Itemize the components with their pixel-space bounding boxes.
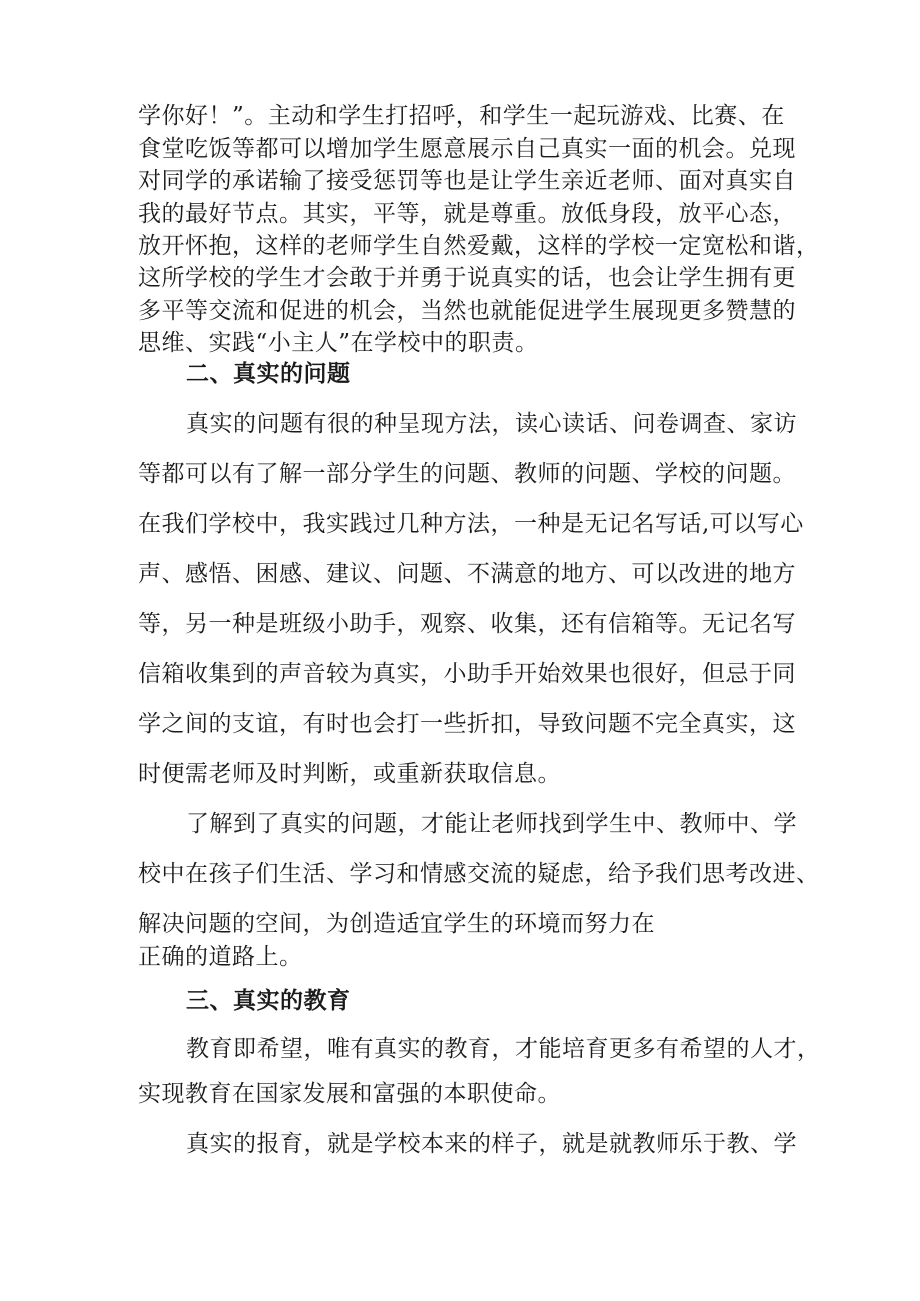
text-line: 正确的道路上。 [138,944,303,970]
text-line: 学你好！”。主动和学生打招呼，和学生一起玩游戏、比赛、在 [138,103,785,129]
text-line: 时便需老师及时判断，或重新获取信息。 [138,761,561,787]
text-line: 放开怀抱，这样的老师学生自然爱戴，这样的学校一定宽松和谐， [138,233,820,259]
text-line: 实现教育在国家发展和富强的本职使命。 [138,1081,561,1107]
text-line: 教育即希望，唯有真实的教育，才能培育更多有希望的人才， [186,1036,821,1062]
section-heading-education: 三、真实的教育 [186,988,351,1014]
text-line: 声、感悟、困感、建议、问题、不满意的地方、可以改进的地方 [138,561,796,587]
text-line: 对同学的承诺输了接受惩罚等也是让学生亲近老师、面对真实自 [138,168,796,194]
text-line: 思维、实践“小主人”在学校中的职责。 [138,330,539,356]
text-line: 食堂吃饭等都可以增加学生愿意展示自己真实一面的机会。兑现 [138,136,796,162]
section-heading-problems: 二、真实的问题 [186,361,351,387]
text-line: 解决问题的空间，为创造适宜学生的环境而努力在 [138,911,655,937]
text-line: 信箱收集到的声音较为真实，小助手开始效果也很好，但忌于同 [138,661,796,687]
text-line: 真实的问题有很的种呈现方法，读心读话、问卷调查、家访 [186,411,797,437]
text-line: 这所学校的学生才会敢于并勇于说真实的话，也会让学生拥有更 [138,265,796,291]
text-line: 等，另一种是班级小助手，观察、收集，还有信箱等。无记名写 [138,611,796,637]
text-line: 多平等交流和促进的机会，当然也就能促进学生展现更多赞慧的 [138,298,796,324]
text-line: 在我们学校中，我实践过几种方法，一种是无记名写话,可以写心 [138,511,804,537]
text-line: 校中在孩子们生活、学习和情感交流的疑虑，给予我们思考改进、 [138,861,820,887]
text-line: 我的最好节点。其实，平等，就是尊重。放低身段，放平心态， [138,201,796,227]
text-line: 了解到了真实的问题，才能让老师找到学生中、教师中、学 [186,811,797,837]
text-line: 真实的报育，就是学校本来的样子，就是就教师乐于教、学 [186,1131,797,1157]
text-line: 学之间的支谊，有时也会打一些折扣，导致问题不完全真实，这 [138,711,796,737]
text-line: 等都可以有了解一部分学生的问题、教师的问题、学校的问题。 [138,461,796,487]
